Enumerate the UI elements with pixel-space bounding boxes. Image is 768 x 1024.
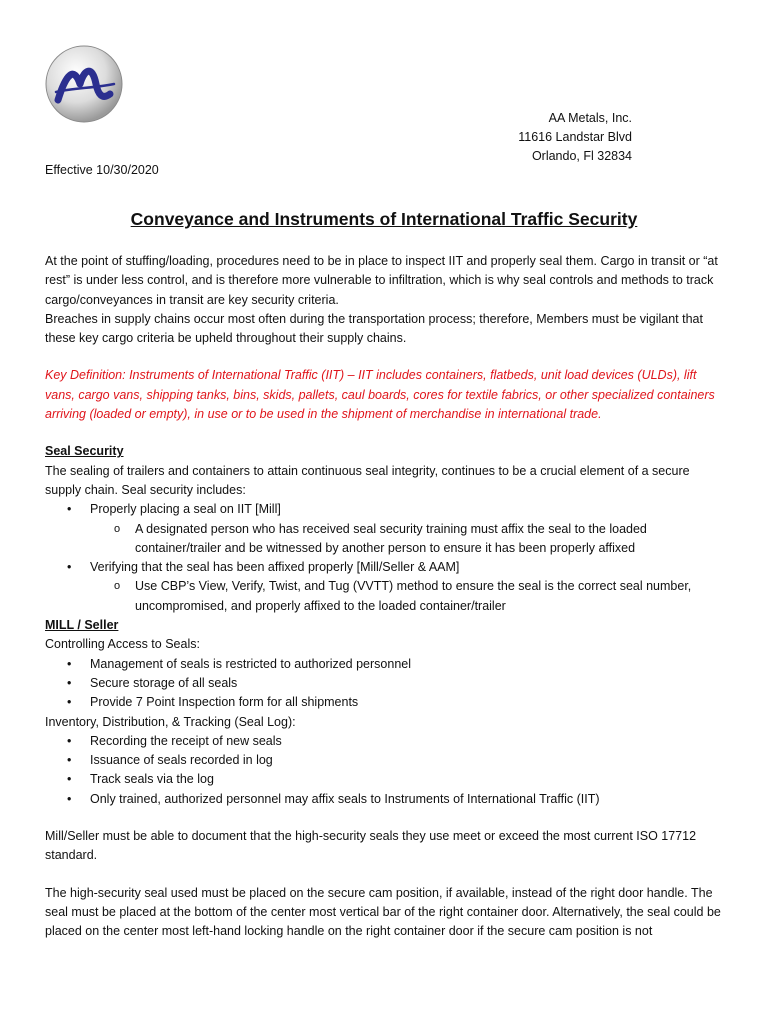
iso-paragraph: Mill/Seller must be able to document that the high-security seals they use meet or exceed the most current ISO 17712 standard. [45,829,697,863]
document-title: Conveyance and Instruments of International Traffic Security [130,209,638,229]
list-item: • Track seals via the log [45,770,725,789]
company-name: AA Metals, Inc. [548,111,632,125]
inventory-list [45,732,725,809]
sub-list-item: o Use CBP’s View, Verify, Twist, and Tug (VVTT) method to ensure the seal is the correct seal number, uncompromised, and properly affixed to the loaded container/trailer [114,579,692,613]
list-item: • Issuance of seals recorded in log [45,751,725,770]
list-item: • Only trained, authorized personnel may affix seals to Instruments of International Traffic (IIT) [45,790,725,809]
bullet-icon: • [67,695,72,710]
bullet-icon: • [67,502,72,517]
company-logo [44,44,124,124]
effective-date: Effective 10/30/2020 [45,163,159,177]
list-item: • Recording the receipt of new seals [45,732,725,751]
seal-security-list [45,500,725,616]
bullet-icon: • [67,560,72,575]
list-item: • Management of seals is restricted to authorized personnel [45,655,725,674]
intro-paragraph: Breaches in supply chains occur most often during the transportation process; therefore, Members must be vigilant that these key cargo criteria be upheld throughout their supply chains. [45,311,703,346]
company-address [518,109,632,166]
seal-security-heading: Seal Security [45,444,124,459]
bullet-icon: • [67,791,72,806]
mill-heading: MILL / Seller [45,618,119,633]
circle-bullet-icon: o [114,522,121,535]
list-item: • Secure storage of all seals [45,674,725,693]
company-street: 11616 Landstar Blvd [518,130,632,144]
bullet-icon: • [67,656,72,671]
sub-list-item: o A designated person who has received seal security training must affix the seal to the loaded container/trailer and be witnessed by another person to ensure it has been properly affixed [114,521,647,555]
list-item: • Provide 7 Point Inspection form for all shipments [45,693,725,712]
access-label: Controlling Access to Seals: [45,637,200,652]
key-definition: Key Definition: Instruments of International Traffic (IIT) – IIT includes containers, flatbeds, unit load devices (ULDs), lift vans, cargo vans, shipping tanks, bins, skids, pallets, caul boards, cores for textile fabrics, or other specialized containers arriving (loaded or empty), in use or to be used in the shipment of merchandise in international trade. [45,368,715,422]
intro-paragraph: At the point of stuffing/loading, procedures need to be in place to inspect IIT and properly seal them. Cargo in transit or “at rest” is under less control, and is therefore more vulnerable to infiltration, which is why seal controls and methods to track cargo/conveyances in transit are key security criteria. [45,254,718,307]
bullet-icon: • [67,733,72,748]
company-city: Orlando, Fl 32834 [531,149,632,163]
bullet-icon: • [67,675,72,690]
document-body [45,252,725,942]
inventory-label: Inventory, Distribution, & Tracking (Seal Log): [45,714,296,729]
seal-security-text: The sealing of trailers and containers to attain continuous seal integrity, continues to be a crucial element of a secure supply chain. Seal security includes: [45,463,690,497]
list-item: • Verifying that the seal has been affixed properly [Mill/Seller & AAM] o Use CBP’s View, Verify, Twist, and Tug (VVTT) method to ensure the seal is the correct seal number, uncompromised, and properly affixed to the loaded container/trailer [45,558,725,616]
placement-paragraph: The high-security seal used must be placed on the secure cam position, if available, instead of the right door handle. The seal must be placed at the bottom of the center most vertical bar of the right container door. Alternatively, the seal could be placed on the center most left-hand locking handle on the right container door if the secure cam position is not [45,885,721,939]
bullet-icon: • [67,772,72,787]
circle-bullet-icon: o [114,580,121,593]
list-item: • Properly placing a seal on IIT [Mill] o A designated person who has received seal security training must affix the seal to the loaded container/trailer and be witnessed by another person to ensure it has been properly affixed [45,500,725,558]
bullet-icon: • [67,753,72,768]
access-list [45,655,725,713]
